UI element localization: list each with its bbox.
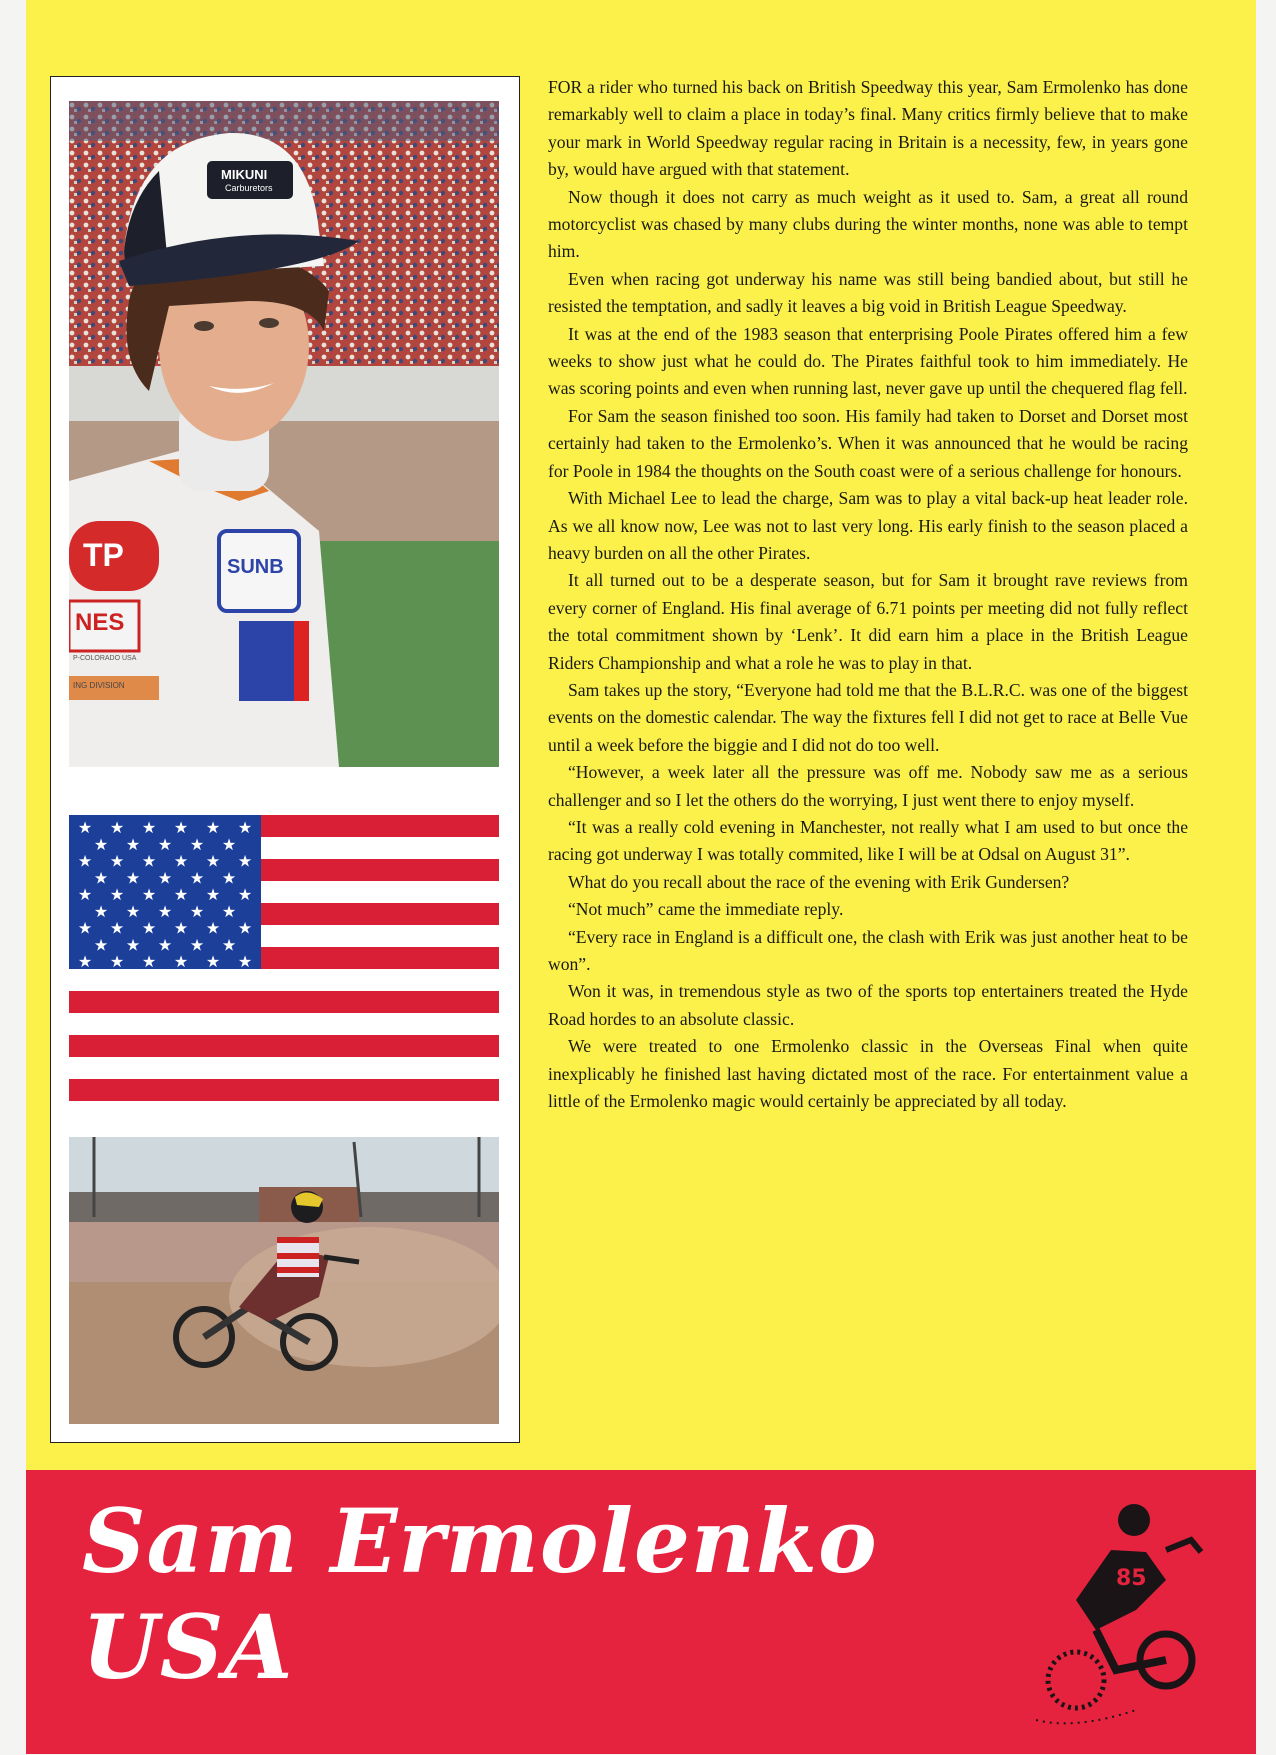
flag-star-icon: ★ xyxy=(93,935,109,955)
flag-star-icon: ★ xyxy=(237,818,253,837)
suit-patch-sunb: SUNB xyxy=(227,556,284,578)
article-paragraph: “It was a really cold evening in Manchester, not really what I am used to but once the racing got underway I was totally commited, like I will be at Odsal on August 31”. xyxy=(548,816,1188,865)
american-flag-image xyxy=(69,815,499,1101)
flag-star-icon: ★ xyxy=(141,818,157,837)
article-paragraph: What do you recall about the race of the evening with Erik Gundersen? xyxy=(568,871,1070,892)
flag-star-icon: ★ xyxy=(173,885,189,904)
flag-stripe xyxy=(69,991,499,1013)
flag-star-icon: ★ xyxy=(205,952,221,971)
article-paragraph: Now though it does not carry as much weight as it used to. Sam, a great all round motorcyclist was chased by many clubs during the winter months, none was able to tempt him. xyxy=(548,186,1188,262)
rider-name: Sam Ermolenko xyxy=(82,1489,878,1593)
flag-star-icon: ★ xyxy=(189,901,205,921)
flag-star-icon: ★ xyxy=(77,818,93,837)
article-paragraph: “Not much” came the immediate reply. xyxy=(568,899,844,920)
flag-star-icon: ★ xyxy=(77,952,93,971)
flag-star-icon: ★ xyxy=(221,935,237,955)
flag-star-icon: ★ xyxy=(109,885,125,904)
flag-star-icon: ★ xyxy=(109,851,125,871)
flag-star-icon: ★ xyxy=(173,851,189,871)
cap-brand-text: MIKUNI xyxy=(221,167,268,182)
article-paragraph: FOR a rider who turned his back on British Speedway this year, Sam Ermolenko has done remarkably well to claim a place in today’s final. Many critics firmly believe that to make your mark in World Speedway regular racing in Britain is a necessity, few, in years gone by, would have argued with that statement. xyxy=(548,77,1188,180)
flag-star-icon: ★ xyxy=(205,885,221,904)
article-paragraph: “However, a week later all the pressure was off me. Nobody saw me as a serious challenger and so I let the others do the worrying, I just went there to enjoy myself. xyxy=(548,762,1188,810)
flag-star-icon: ★ xyxy=(173,818,189,837)
flag-star-icon: ★ xyxy=(189,834,205,854)
speedway-action-photo xyxy=(69,1137,499,1424)
rider-name-banner xyxy=(26,1470,1256,1754)
flag-star-icon: ★ xyxy=(173,918,189,938)
flag-star-icon: ★ xyxy=(141,952,157,971)
flag-stripe xyxy=(69,1079,499,1101)
article-paragraph: For Sam the season finished too soon. His family had taken to Dorset and Dorset most certainly had taken to the Ermolenko’s. When it was announced that he would be racing for Poole in 1984 the thoughts on the South coast were of a serious challenge for honours. xyxy=(548,405,1188,481)
flag-star-icon: ★ xyxy=(205,918,221,938)
flag-star-icon: ★ xyxy=(125,834,141,854)
flag-star-icon: ★ xyxy=(237,952,253,971)
flag-stripe xyxy=(69,1035,499,1057)
article-body xyxy=(548,74,1188,1115)
suit-patch-tp: TP xyxy=(83,537,124,573)
flag-star-icon: ★ xyxy=(125,868,141,888)
flag-star-icon: ★ xyxy=(157,935,173,955)
article-paragraph: Even when racing got underway his name was still being bandied about, but still he resisted the temptation, and sadly it leaves a big void in British League Speedway. xyxy=(548,268,1188,317)
flag-star-icon: ★ xyxy=(125,935,141,955)
flag-star-icon: ★ xyxy=(221,868,237,888)
article-paragraph: We were treated to one Ermolenko classic in the Overseas Final when quite inexplicably he finished last having dictated most of the race. For entertainment value a little of the Ermolenko magic would certainly be appreciated by all today. xyxy=(548,1036,1188,1112)
flag-star-icon: ★ xyxy=(141,851,157,871)
flag-star-icon: ★ xyxy=(125,901,141,921)
flag-star-icon: ★ xyxy=(77,918,93,938)
flag-star-icon: ★ xyxy=(157,834,173,854)
article-paragraph: With Michael Lee to lead the charge, Sam was to play a vital back-up heat leader role. As we all know now, Lee was not to last very long. His early finish to the season placed a heavy burden on all the other Pirates. xyxy=(548,488,1188,563)
rider-country: USA xyxy=(82,1595,294,1699)
flag-star-icon: ★ xyxy=(205,818,221,837)
suit-patch-division: ING DIVISION xyxy=(73,681,125,690)
flag-star-icon: ★ xyxy=(93,868,109,888)
flag-star-icon: ★ xyxy=(237,885,253,904)
flag-star-icon: ★ xyxy=(77,885,93,904)
flag-star-icon: ★ xyxy=(109,818,125,837)
flag-star-icon: ★ xyxy=(77,851,93,871)
article-paragraph: It all turned out to be a desperate season, but for Sam it brought rave reviews from every corner of England. His final average of 6.71 points per meeting did not fully reflect the total commitment shown by ‘Lenk’. It did earn him a place in the British League Riders Championship and what a role he was to play in that. xyxy=(548,570,1188,673)
flag-star-icon: ★ xyxy=(237,918,253,938)
flag-star-icon: ★ xyxy=(93,834,109,854)
flag-star-icon: ★ xyxy=(205,851,221,871)
flag-star-icon: ★ xyxy=(221,901,237,921)
rider-portrait-photo xyxy=(69,101,499,767)
flag-star-icon: ★ xyxy=(109,952,125,971)
article-paragraph: Sam takes up the story, “Everyone had told me that the B.L.R.C. was one of the biggest events on the domestic calendar. The way the fixtures fell I did not get to race at Belle Vue until a week before the biggie and I did not do too well. xyxy=(548,679,1188,755)
suit-patch-nes: NES xyxy=(75,609,125,636)
rider-logo-number: 85 xyxy=(1116,1566,1147,1591)
photo-panel xyxy=(50,76,520,1443)
flag-star-icon: ★ xyxy=(157,901,173,921)
flag-star-icon: ★ xyxy=(157,868,173,888)
suit-patch-colorado: P-COLORADO USA xyxy=(73,655,137,662)
flag-star-icon: ★ xyxy=(141,918,157,938)
flag-star-icon: ★ xyxy=(141,885,157,904)
article-paragraph: “Every race in England is a difficult one, the clash with Erik was just another heat to be won”. xyxy=(548,926,1188,974)
flag-star-icon: ★ xyxy=(173,952,189,971)
flag-star-icon: ★ xyxy=(221,834,237,854)
article-paragraph: Won it was, in tremendous style as two of the sports top entertainers treated the Hyde Road hordes to an absolute classic. xyxy=(548,981,1188,1029)
flag-star-icon: ★ xyxy=(237,851,253,871)
flag-star-icon: ★ xyxy=(189,868,205,888)
flag-star-icon: ★ xyxy=(189,935,205,955)
flag-star-icon: ★ xyxy=(109,918,125,938)
speedway-rider-logo-icon xyxy=(1016,1480,1236,1750)
article-paragraph: It was at the end of the 1983 season that enterprising Poole Pirates offered him a few weeks to show just what he could do. The Pirates faithful took to him immediately. He was scoring points and even when running last, never gave up until the chequered flag fell. xyxy=(548,323,1188,399)
cap-sub-text: Carburetors xyxy=(225,183,273,193)
flag-star-icon: ★ xyxy=(93,901,109,921)
